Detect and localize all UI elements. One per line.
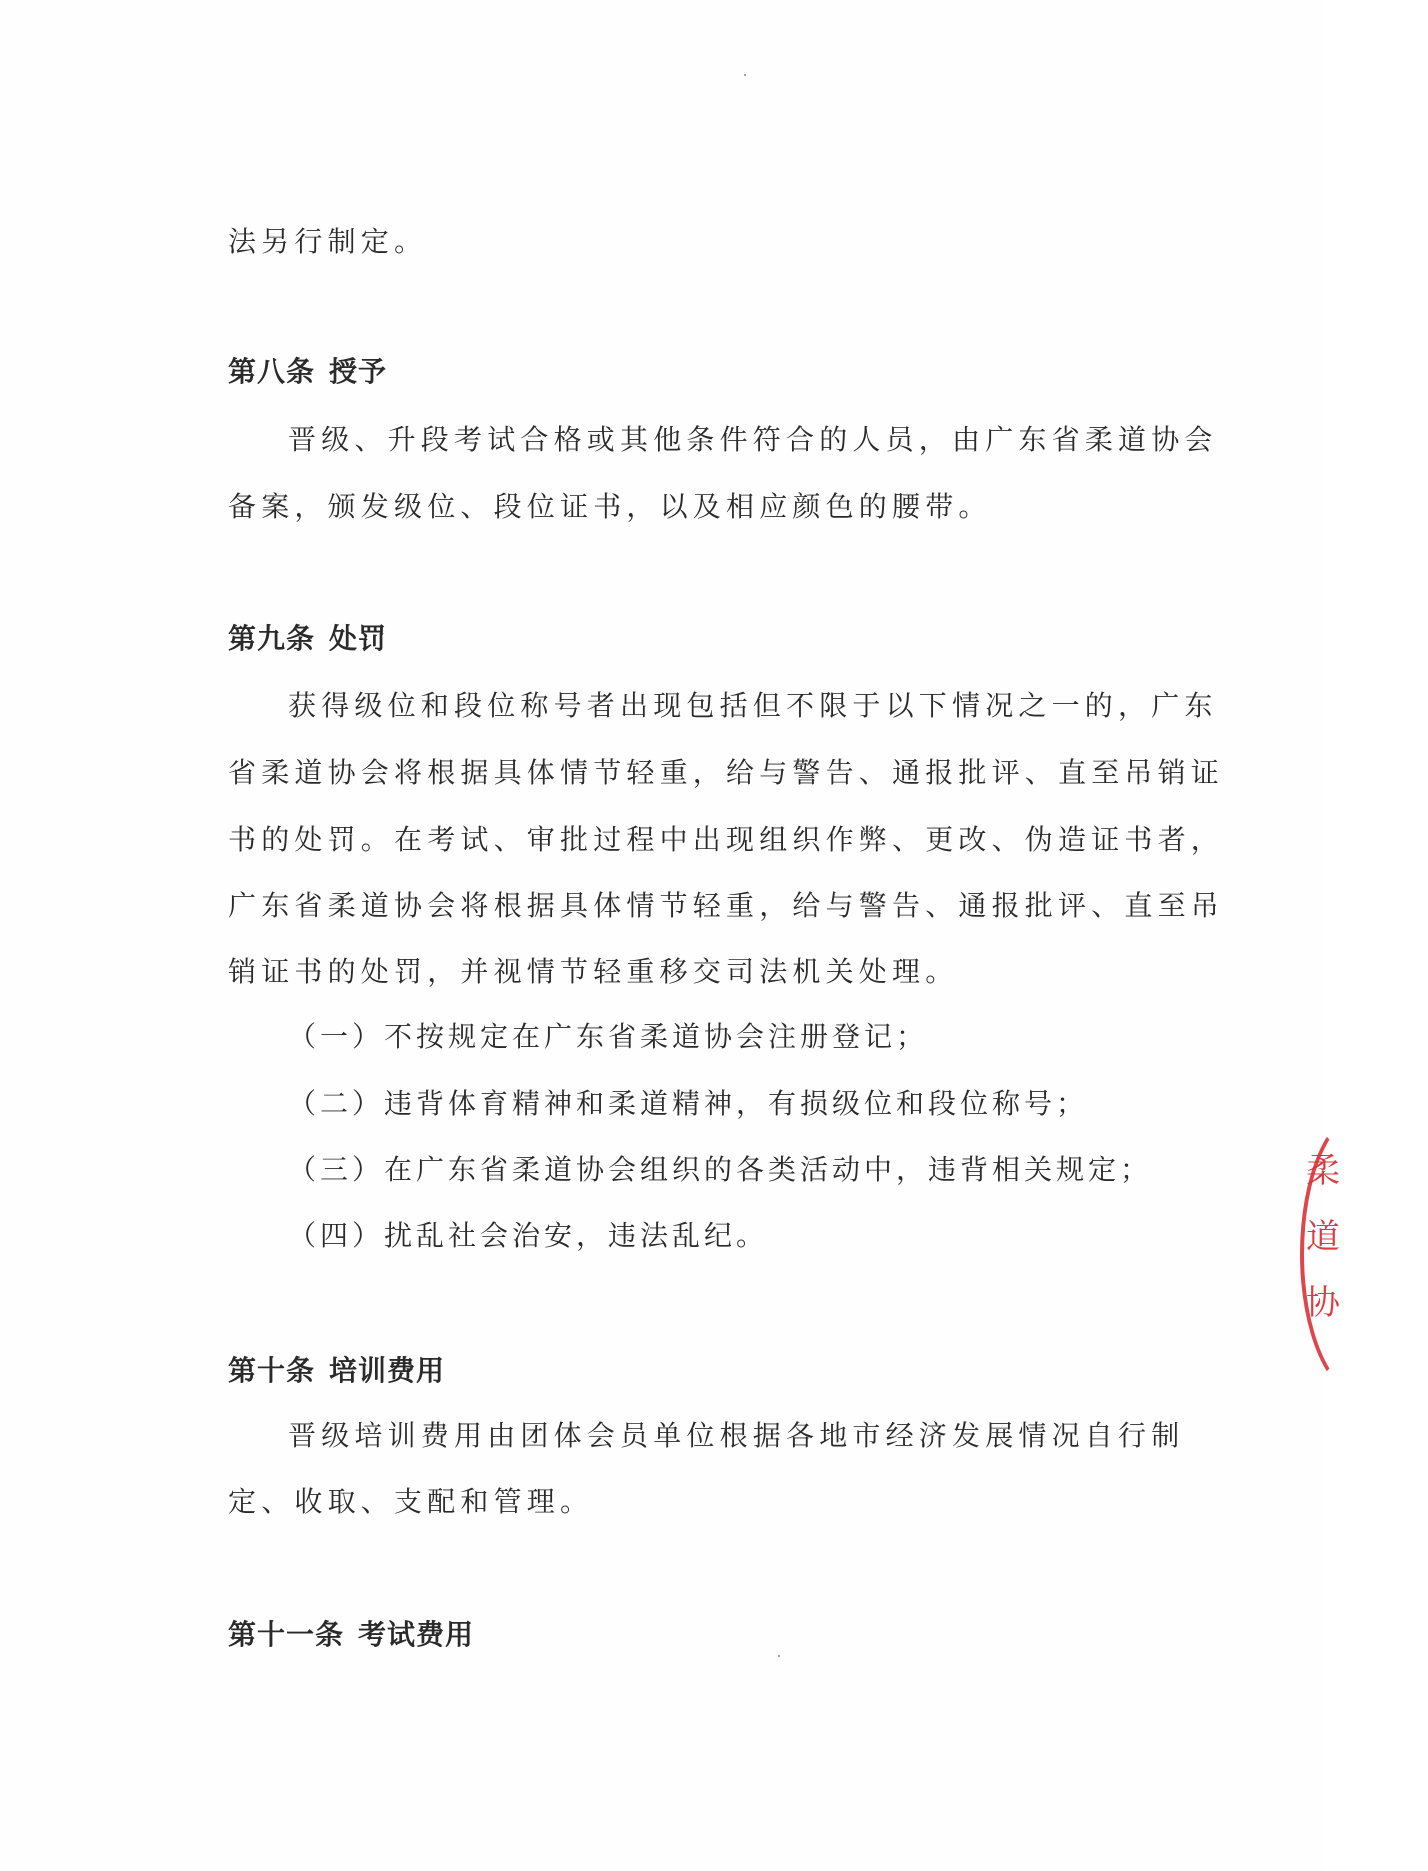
article-8-paragraph-line: 晋级、升段考试合格或其他条件符合的人员，由广东省柔道协会 bbox=[288, 423, 1218, 456]
article-9-number: 第九条 bbox=[228, 622, 316, 655]
article-9-paragraph-line: 销证书的处罚，并视情节轻重移交司法机关处理。 bbox=[228, 955, 959, 988]
article-9-paragraph-line: 书的处罚。在考试、审批过程中出现组织作弊、更改、伪造证书者， bbox=[228, 823, 1225, 856]
article-11-number: 第十一条 bbox=[228, 1618, 345, 1651]
article-8-paragraph-line: 备案，颁发级位、段位证书，以及相应颜色的腰带。 bbox=[228, 490, 992, 523]
article-8-heading bbox=[228, 352, 387, 392]
article-8-number: 第八条 bbox=[228, 355, 316, 388]
article-10-paragraph-line: 晋级培训费用由团体会员单位根据各地市经济发展情况自行制 bbox=[288, 1419, 1185, 1452]
article-8-title: 授予 bbox=[329, 355, 388, 388]
article-9-list-item: （三）在广东省柔道协会组织的各类活动中，违背相关规定； bbox=[288, 1153, 1153, 1186]
article-9-list-item: （四）扰乱社会治安，违法乱纪。 bbox=[288, 1219, 769, 1252]
article-9-paragraph-line: 获得级位和段位称号者出现包括但不限于以下情况之一的，广东 bbox=[288, 689, 1218, 722]
article-10-heading bbox=[228, 1351, 445, 1391]
article-10-paragraph-line: 定、收取、支配和管理。 bbox=[228, 1485, 594, 1518]
article-9-heading bbox=[228, 619, 387, 659]
article-11-title: 考试费用 bbox=[358, 1618, 475, 1651]
article-9-title: 处罚 bbox=[329, 622, 388, 655]
article-11-heading bbox=[228, 1615, 474, 1655]
article-10-number: 第十条 bbox=[228, 1354, 316, 1387]
scan-speck bbox=[744, 74, 746, 76]
article-9-list-item: （一）不按规定在广东省柔道协会注册登记； bbox=[288, 1020, 929, 1053]
continuation-text: 法另行制定。 bbox=[228, 225, 428, 258]
article-10-title: 培训费用 bbox=[329, 1354, 446, 1387]
scan-speck bbox=[778, 1655, 780, 1657]
official-seal-text: 柔道协 bbox=[1306, 1151, 1340, 1323]
article-9-paragraph-line: 省柔道协会将根据具体情节轻重，给与警告、通报批评、直至吊销证 bbox=[228, 756, 1225, 789]
article-9-list-item: （二）违背体育精神和柔道精神，有损级位和段位称号； bbox=[288, 1087, 1089, 1120]
article-9-paragraph-line: 广东省柔道协会将根据具体情节轻重，给与警告、通报批评、直至吊 bbox=[228, 889, 1225, 922]
